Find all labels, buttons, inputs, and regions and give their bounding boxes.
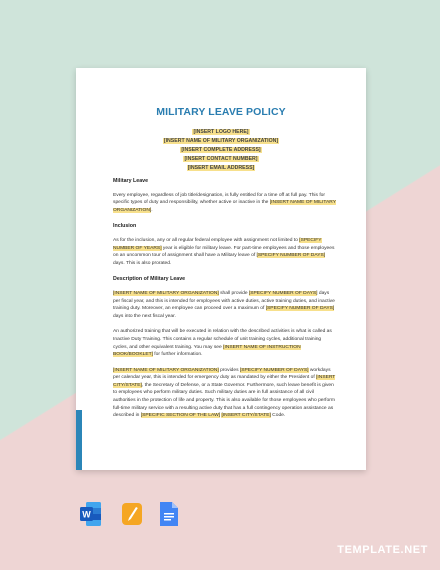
header-line: [INSERT COMPLETE ADDRESS] xyxy=(181,147,261,153)
section-military-leave xyxy=(113,178,336,214)
document-body xyxy=(113,178,336,429)
section-inclusion xyxy=(113,223,336,267)
document-title: MILITARY LEAVE POLICY xyxy=(156,106,286,118)
header-line: [INSERT LOGO HERE] xyxy=(193,129,249,135)
paragraph: [INSERT NAME OF MILITARY ORGANIZATION] provides [SPECIFY NUMBER OF DAYS] workdays per calendar year, this is intended for emergency duty as mandated by either the President of [INSERT CITY/STATE], the Secretary of Defense, or a State Governor. Furthermore, such leave benefit is given to employees who perform military duties. Such military duties are in full assistance of all civil authorities in the protection of life and property. This is also available for those employees who perform full-time military service with a resulting active duty that has a full contingency operation assistance as described in [SPECIFIC SECTION OF THE LAW] [INSERT CITY/STATE] Code. xyxy=(113,367,336,419)
section-description xyxy=(113,276,336,420)
section-heading: Military Leave xyxy=(113,178,149,184)
svg-text:W: W xyxy=(82,509,91,520)
header-placeholders xyxy=(76,128,366,173)
pages-icon[interactable] xyxy=(121,501,141,527)
google-docs-icon[interactable] xyxy=(159,501,179,527)
header-line: [INSERT EMAIL ADDRESS] xyxy=(187,165,255,171)
section-heading: Inclusion xyxy=(113,223,137,230)
brand-watermark: TEMPLATE.NET xyxy=(337,544,428,556)
section-heading: Description of Military Leave xyxy=(113,276,186,283)
accent-bar xyxy=(76,410,82,470)
word-icon[interactable] xyxy=(80,501,100,527)
header-line: [INSERT NAME OF MILITARY ORGANIZATION] xyxy=(163,138,279,144)
paragraph: Every employee, regardless of job title/designation, is fully entitled for a time off at full pay. This for specific types of duty and responsibility, whether active or inactive in the [INSERT NAME OF MILITARY ORGANIZATION]. xyxy=(113,192,336,213)
document-page xyxy=(76,68,366,470)
header-line: [INSERT CONTACT NUMBER] xyxy=(184,156,258,162)
paragraph: An authorized training that will be executed in relation with the described activities is what is called as Inactive Duty Training. This contains a regular schedule of unit training cycles, additional training cycles, and other equivalent training. You may see [INSERT NAME OF INSTRUCTION BOOK/BOOKLET] for further information. xyxy=(113,329,332,358)
paragraph: As for the inclusion, any or all regular federal employee with assignment not limited to [SPECIFY NUMBER OF YEARS] year is eligible for military leave. For part-time employees and those employees on an uncommon tour of assignment shall have a Military leave of [SPECIFY NUMBER OF DAYS] days. This is also prorated. xyxy=(113,237,335,266)
paragraph: [INSERT NAME OF MILITARY ORGANIZATION] shall provide [SPECIFY NUMBER OF DAYS] days per fiscal year, and this is intended for employees with active duties, active training duties, and inactive training duty. Moreover, an employee can proceed over a maximum of [SPECIFY NUMBER OF DAYS] days into the next fiscal year. xyxy=(113,290,335,319)
